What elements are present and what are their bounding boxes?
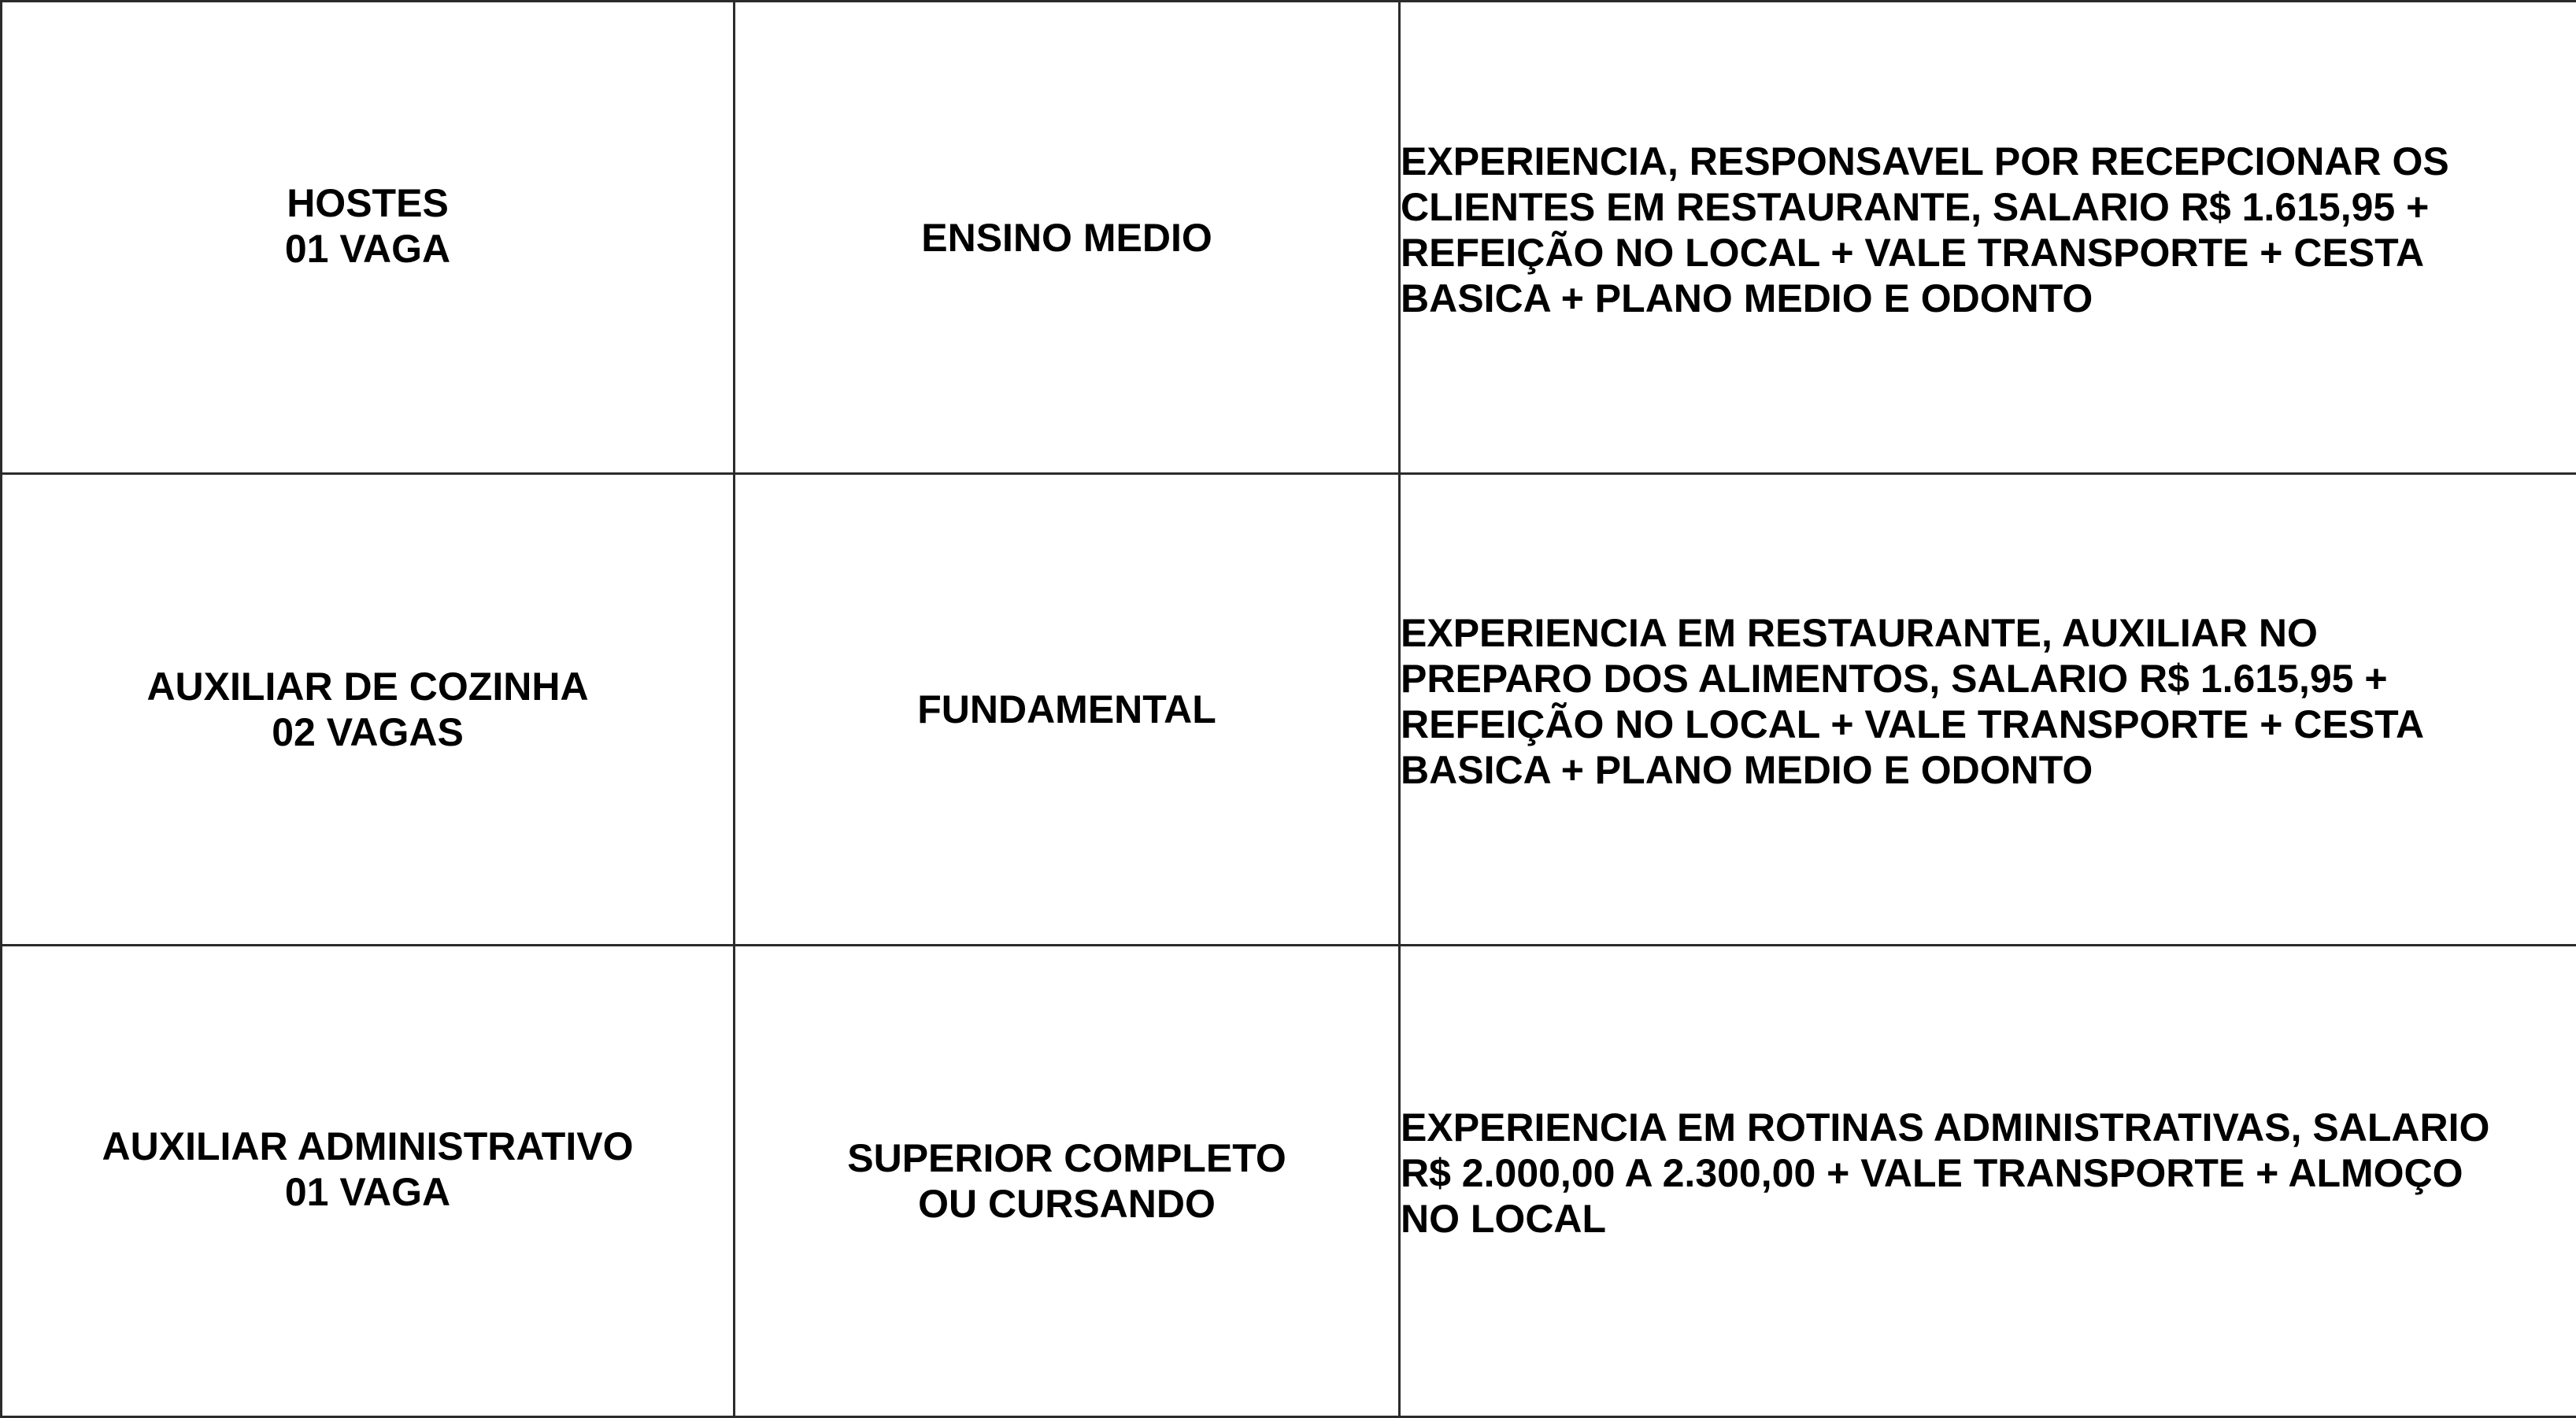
- description-line: PREPARO DOS ALIMENTOS, SALARIO R$ 1.615,95 +: [1401, 656, 2576, 702]
- description-line: BASICA + PLANO MEDIO E ODONTO: [1401, 747, 2576, 793]
- description-line: EXPERIENCIA, RESPONSAVEL POR RECEPCIONAR OS: [1401, 139, 2576, 184]
- vacancy-count: 02 VAGAS: [2, 709, 733, 755]
- description-line: REFEIÇÃO NO LOCAL + VALE TRANSPORTE + CESTA: [1401, 230, 2576, 276]
- role-title: AUXILIAR DE COZINHA: [2, 664, 733, 709]
- role-title: HOSTES: [2, 180, 733, 226]
- description-line: EXPERIENCIA EM ROTINAS ADMINISTRATIVAS, SALARIO: [1401, 1105, 2576, 1150]
- description-line: R$ 2.000,00 A 2.300,00 + VALE TRANSPORTE + ALMOÇO: [1401, 1150, 2576, 1196]
- vacancy-count: 01 VAGA: [2, 1169, 733, 1215]
- education-level: SUPERIOR COMPLETO: [735, 1135, 1398, 1181]
- description-line: EXPERIENCIA EM RESTAURANTE, AUXILIAR NO: [1401, 610, 2576, 656]
- description-line: BASICA + PLANO MEDIO E ODONTO: [1401, 276, 2576, 321]
- description-line: NO LOCAL: [1401, 1196, 2576, 1242]
- education-cell: [735, 2, 1400, 474]
- vacancy-count: 01 VAGA: [2, 226, 733, 272]
- table-row: [2, 2, 2576, 474]
- education-level: OU CURSANDO: [735, 1181, 1398, 1227]
- education-cell: [735, 474, 1400, 946]
- table-row: [2, 946, 2576, 1417]
- education-level: ENSINO MEDIO: [735, 215, 1398, 261]
- description-cell: [1400, 946, 2576, 1417]
- description-cell: [1400, 474, 2576, 946]
- role-cell: [2, 474, 735, 946]
- education-level: FUNDAMENTAL: [735, 687, 1398, 732]
- education-cell: [735, 946, 1400, 1417]
- description-line: REFEIÇÃO NO LOCAL + VALE TRANSPORTE + CESTA: [1401, 702, 2576, 747]
- role-title: AUXILIAR ADMINISTRATIVO: [2, 1124, 733, 1169]
- description-cell: [1400, 2, 2576, 474]
- role-cell: [2, 946, 735, 1417]
- table-row: [2, 474, 2576, 946]
- role-cell: [2, 2, 735, 474]
- description-line: CLIENTES EM RESTAURANTE, SALARIO R$ 1.615,95 +: [1401, 184, 2576, 230]
